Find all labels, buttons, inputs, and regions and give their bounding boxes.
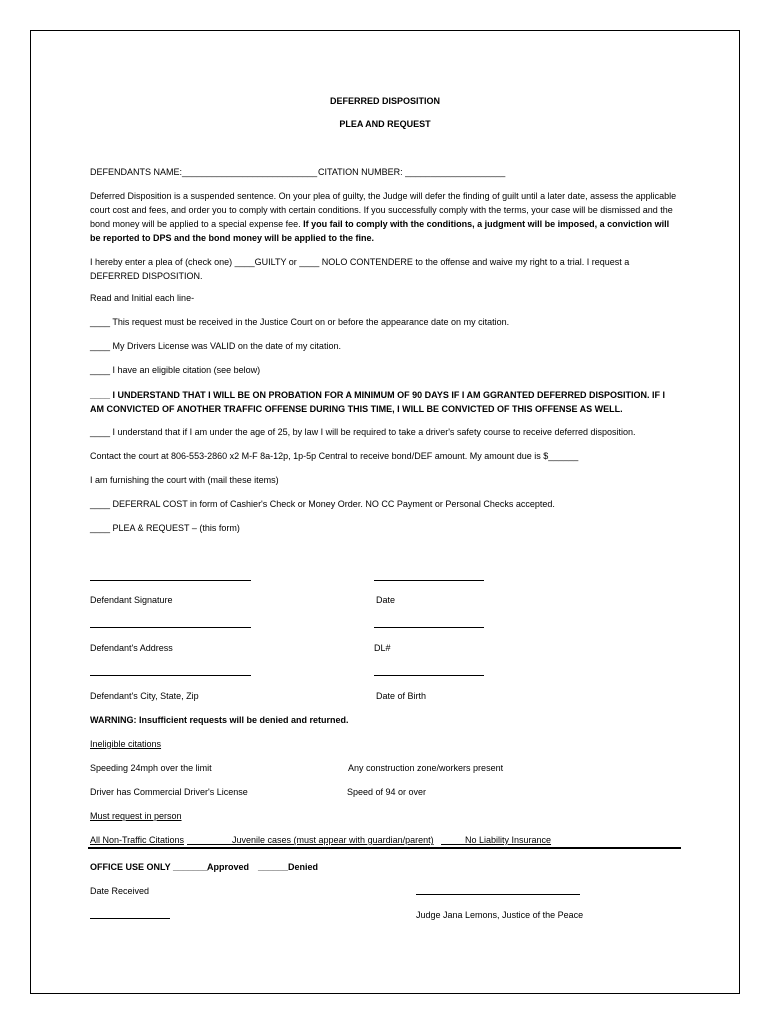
dl-label: DL#: [374, 643, 391, 653]
probation-text[interactable]: ____ I UNDERSTAND THAT I WILL BE ON PROBATION FOR A MINIMUM OF 90 DAYS IF I AM GGRANTED DEFERRED DISPOSITION. IF I AM CONVICTED OF ANOTHER TRAFFIC OFFENSE DURING THIS TIME, I WILL BE CONVICTED OF THIS OFFENSE AS WELL.: [90, 390, 666, 414]
furnishing-text: I am furnishing the court with (mail these items): [90, 475, 279, 485]
office-denied-blank[interactable]: ______: [258, 862, 289, 872]
in-person-heading: Must request in person: [90, 811, 182, 821]
intro-bold: If you fail to comply with the conditions, a judgment will be imposed, a conviction will be reported to DPS and the bond money will be applied to the fine.: [90, 219, 670, 243]
form-title: DEFERRED DISPOSITION: [329, 96, 440, 106]
ineligible-construction: Any construction zone/workers present: [348, 763, 504, 773]
citation-number-field[interactable]: CITATION NUMBER: ____________________: [318, 167, 506, 177]
in-person-non-traffic: All Non-Traffic Citations: [90, 835, 185, 845]
date-received-label: Date Received: [90, 886, 150, 896]
underline-gap-2: [441, 844, 465, 845]
plea-text[interactable]: I hereby enter a plea of (check one) ____GUILTY or ____ NOLO CONTENDERE to the offense and waive my right to a trial. I request a DEFERRED DISPOSITION.: [90, 257, 630, 281]
dob-label: Date of Birth: [376, 691, 427, 701]
underline-gap-1: [187, 844, 232, 845]
read-initial-text: Read and Initial each line-: [90, 293, 195, 303]
in-person-liability: No Liability Insurance: [465, 835, 552, 845]
ineligible-heading: Ineligible citations: [90, 739, 162, 749]
office-use-label[interactable]: OFFICE USE ONLY _______: [90, 862, 209, 872]
ineligible-speeding: Speeding 24mph over the limit: [90, 763, 212, 773]
section-divider: [88, 847, 681, 849]
dob-line[interactable]: [374, 675, 484, 676]
address-label: Defendant's Address: [90, 643, 173, 653]
initial-line-received[interactable]: ____ This request must be received in the Justice Court on or before the appearance date on my citation.: [90, 317, 510, 327]
office-denied: Denied: [288, 862, 319, 872]
form-subtitle: PLEA AND REQUEST: [339, 119, 431, 129]
address-line[interactable]: [90, 627, 251, 628]
warning-text: WARNING: Insufficient requests will be denied and returned.: [90, 715, 349, 725]
intro-normal: Deferred Disposition is a suspended sentence. On your plea of guilty, the Judge will defer the finding of guilt until a later date, assess the applicable court cost and fees, and order you to comply with certain conditions. If you successfully comply with the terms, your case will be dismissed and the bond money will be applied to a special expense fee.: [90, 191, 677, 229]
judge-signature-line[interactable]: [416, 894, 580, 895]
ineligible-commercial: Driver has Commercial Driver's License: [90, 787, 248, 797]
office-approved: Approved: [207, 862, 250, 872]
date-line[interactable]: [374, 580, 484, 581]
contact-text[interactable]: Contact the court at 806-553-2860 x2 M-F 8a-12p, 1p-5p Central to receive bond/DEF amount. My amount due is $______: [90, 451, 579, 461]
date-received-line[interactable]: [90, 918, 170, 919]
city-state-zip-line[interactable]: [90, 675, 251, 676]
in-person-juvenile: Juvenile cases (must appear with guardian/parent): [232, 835, 434, 845]
city-state-zip-label: Defendant's City, State, Zip: [90, 691, 199, 701]
plea-form-text[interactable]: ____ PLEA & REQUEST – (this form): [90, 523, 240, 533]
defendant-signature-label: Defendant Signature: [90, 595, 173, 605]
intro-paragraph: [90, 189, 680, 245]
defendants-name-field[interactable]: DEFENDANTS NAME:___________________________: [90, 167, 318, 177]
deferral-cost-text[interactable]: ____ DEFERRAL COST in form of Cashier's Check or Money Order. NO CC Payment or Personal Checks accepted.: [90, 499, 555, 509]
date-label: Date: [376, 595, 396, 605]
dl-line[interactable]: [374, 627, 484, 628]
initial-line-eligible[interactable]: ____ I have an eligible citation (see below): [90, 365, 261, 375]
signature-line[interactable]: [90, 580, 251, 581]
age-text[interactable]: ____ I understand that if I am under the age of 25, by law I will be required to take a driver's safety course to receive deferred disposition.: [90, 427, 636, 437]
ineligible-speed94: Speed of 94 or over: [347, 787, 427, 797]
initial-line-license[interactable]: ____ My Drivers License was VALID on the date of my citation.: [90, 341, 341, 351]
judge-label: Judge Jana Lemons, Justice of the Peace: [416, 910, 584, 920]
